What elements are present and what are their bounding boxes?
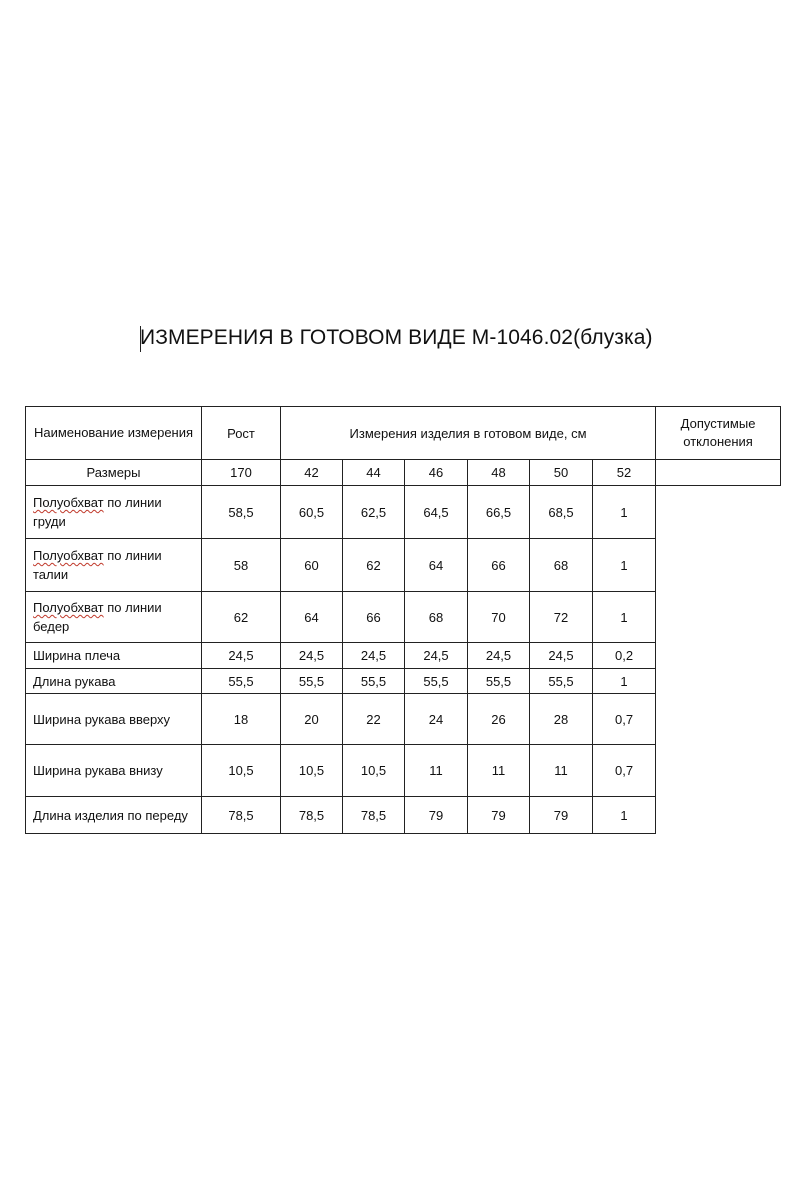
header-name: Наименование измерения — [26, 407, 202, 460]
value-cell: 66 — [468, 539, 530, 592]
row-label-rest: по линии груди — [33, 495, 162, 529]
value-cell: 55,5 — [405, 669, 468, 694]
value-cell: 79 — [405, 797, 468, 834]
value-cell: 10,5 — [202, 745, 281, 797]
table-body — [26, 486, 781, 834]
row-label-main: Ширина плеча — [33, 648, 121, 663]
size-cell: 44 — [343, 460, 405, 486]
value-cell: 78,5 — [202, 797, 281, 834]
value-cell: 62 — [343, 539, 405, 592]
value-cell: 11 — [405, 745, 468, 797]
value-cell: 68 — [405, 592, 468, 643]
table-row — [26, 643, 781, 669]
table-row — [26, 797, 781, 834]
row-label-main: Длина рукава — [33, 673, 116, 689]
value-cell: 70 — [468, 592, 530, 643]
deviation-cell: 1 — [593, 486, 656, 539]
value-cell: 64,5 — [405, 486, 468, 539]
table-row — [26, 486, 781, 539]
table-row — [26, 694, 781, 745]
header-deviation: Допустимые отклонения — [656, 407, 781, 460]
value-cell: 24,5 — [202, 643, 281, 669]
size-cell: 50 — [530, 460, 593, 486]
value-cell: 62 — [202, 592, 281, 643]
deviation-cell: 1 — [593, 592, 656, 643]
size-cell: 46 — [405, 460, 468, 486]
value-cell: 78,5 — [281, 797, 343, 834]
table-row — [26, 539, 781, 592]
value-cell: 66,5 — [468, 486, 530, 539]
header-rost: Рост — [202, 407, 281, 460]
row-label — [26, 592, 202, 643]
size-cell: 52 — [593, 460, 656, 486]
deviation-cell: 0,7 — [593, 745, 656, 797]
value-cell: 72 — [530, 592, 593, 643]
value-cell: 26 — [468, 694, 530, 745]
header-row — [26, 407, 781, 460]
value-cell: 24 — [405, 694, 468, 745]
deviation-cell: 1 — [593, 539, 656, 592]
deviation-cell: 0,7 — [593, 694, 656, 745]
rost-value: 170 — [202, 460, 281, 486]
value-cell: 78,5 — [343, 797, 405, 834]
value-cell: 11 — [468, 745, 530, 797]
value-cell: 55,5 — [468, 669, 530, 694]
value-cell: 55,5 — [281, 669, 343, 694]
measurements-table — [25, 406, 781, 834]
row-label-main: Ширина рукава внизу — [33, 763, 163, 778]
value-cell: 28 — [530, 694, 593, 745]
value-cell: 68 — [530, 539, 593, 592]
value-cell: 79 — [530, 797, 593, 834]
deviation-cell: 1 — [593, 669, 656, 694]
value-cell: 22 — [343, 694, 405, 745]
table-row — [26, 669, 781, 694]
row-label-main: Полуобхват — [33, 600, 104, 615]
row-label-main: Ширина рукава вверху — [33, 711, 171, 727]
value-cell: 55,5 — [202, 669, 281, 694]
row-label-main: Полуобхват — [33, 495, 104, 510]
size-cell: 42 — [281, 460, 343, 486]
row-label — [26, 669, 202, 694]
value-cell: 58,5 — [202, 486, 281, 539]
size-cell: 48 — [468, 460, 530, 486]
value-cell: 55,5 — [530, 669, 593, 694]
row-label-main: Длина изделия по переду — [33, 807, 188, 823]
value-cell: 60,5 — [281, 486, 343, 539]
value-cell: 64 — [281, 592, 343, 643]
table-row — [26, 592, 781, 643]
value-cell: 24,5 — [343, 643, 405, 669]
deviation-cell: 1 — [593, 797, 656, 834]
sizes-row — [26, 460, 781, 486]
value-cell: 60 — [281, 539, 343, 592]
deviation-cell: 0,2 — [593, 643, 656, 669]
value-cell: 66 — [343, 592, 405, 643]
value-cell: 10,5 — [343, 745, 405, 797]
value-cell: 18 — [202, 694, 281, 745]
sizes-label: Размеры — [26, 460, 202, 486]
value-cell: 11 — [530, 745, 593, 797]
row-label — [26, 797, 202, 834]
value-cell: 10,5 — [281, 745, 343, 797]
row-label — [26, 539, 202, 592]
value-cell: 24,5 — [405, 643, 468, 669]
row-label — [26, 486, 202, 539]
value-cell: 20 — [281, 694, 343, 745]
value-cell: 62,5 — [343, 486, 405, 539]
value-cell: 64 — [405, 539, 468, 592]
row-label-rest: по линии талии — [33, 548, 162, 582]
value-cell: 55,5 — [343, 669, 405, 694]
page-title: ИЗМЕРЕНИЯ В ГОТОВОМ ВИДЕ М-1046.02(блузка) — [140, 326, 653, 349]
row-label — [26, 643, 202, 669]
size-deviation-empty — [656, 460, 781, 486]
table-row — [26, 745, 781, 797]
row-label — [26, 694, 202, 745]
row-label-main: Полуобхват — [33, 548, 104, 563]
value-cell: 24,5 — [468, 643, 530, 669]
value-cell: 68,5 — [530, 486, 593, 539]
value-cell: 79 — [468, 797, 530, 834]
value-cell: 58 — [202, 539, 281, 592]
row-label-rest: по линии бедер — [33, 600, 162, 634]
header-measurements: Измерения изделия в готовом виде, см — [281, 407, 656, 460]
row-label — [26, 745, 202, 797]
value-cell: 24,5 — [530, 643, 593, 669]
value-cell: 24,5 — [281, 643, 343, 669]
